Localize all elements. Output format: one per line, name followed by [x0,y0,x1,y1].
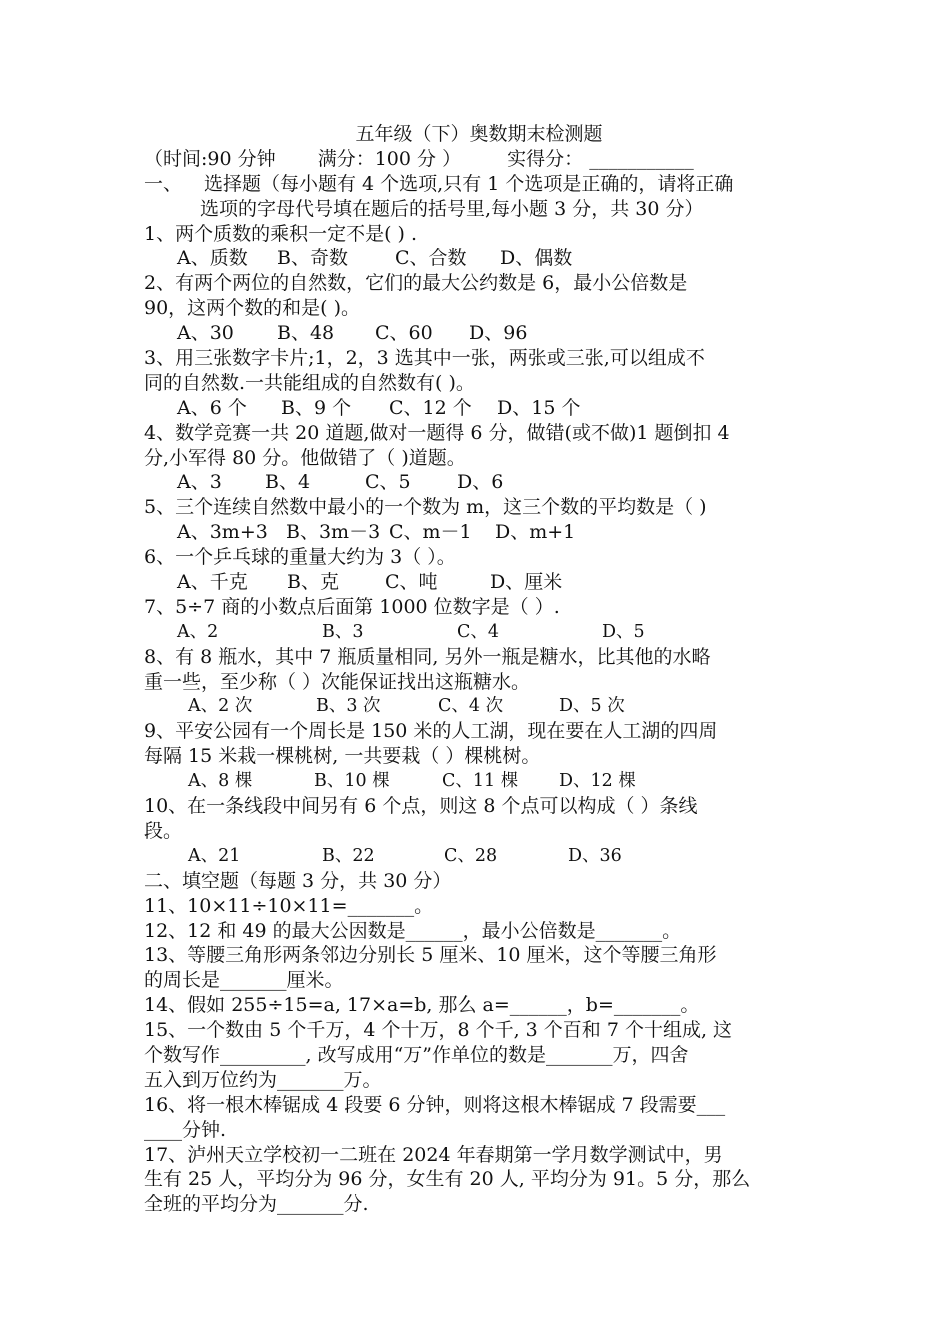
question-9-options [144,769,814,794]
exam-header [144,147,814,172]
option-b: B、克 [287,571,339,594]
question-8-options [144,694,814,719]
option-a: A、3 [177,471,222,494]
question-10-options [144,844,814,869]
question-4: 4、数学竞赛一共 20 道题,做对一题得 6 分，做错(或不做)1 题倒扣 4 [144,421,730,444]
option-a: A、6 个 [177,396,247,419]
option-a: A、质数 [177,247,248,270]
option-c: C、4 [457,621,500,642]
question-13: 13、等腰三角形两条邻边分别长 5 厘米、10 厘米，这个等腰三角形 [144,944,717,967]
question-1: 1、两个质数的乘积一定不是( ) . [144,222,418,245]
option-c: C、5 [365,471,411,494]
question-15: 15、一个数由 5 个千万，4 个十万，8 个千, 3 个百和 7 个十组成, 这 [144,1019,733,1042]
question-3-cont: 同的自然数.一共能组成的自然数有( )。 [144,371,475,394]
question-8-cont: 重一些，至少称（ ）次能保证找出这瓶糖水。 [144,670,531,693]
question-7-options [144,620,814,645]
option-d: D、m+1 [495,521,576,544]
option-b: B、奇数 [277,247,348,270]
question-13-cont: 的周长是_______厘米。 [144,969,344,992]
question-8: 8、有 8 瓶水，其中 7 瓶质量相同, 另外一瓶是糖水，比其他的水略 [144,645,711,668]
question-17-cont: 生有 25 人，平均分为 96 分，女生有 20 人, 平均分为 91。5 分，那么 [144,1168,751,1191]
question-10-cont: 段。 [144,819,183,842]
option-a: A、3m+3 [177,521,268,544]
option-b: B、3m－3 [286,521,381,544]
question-4-cont: 分,小军得 80 分。他做错了（ )道题。 [144,446,466,469]
option-a: A、30 [177,322,234,345]
question-2-options [144,321,814,346]
option-d: D、5 次 [559,696,625,717]
option-c: C、60 [375,322,433,345]
question-17-cont-2: 全班的平均分为_______分. [144,1193,369,1216]
question-6-options [144,570,814,595]
score-label: 实得分： [507,147,584,170]
question-15-cont-2: 五入到万位约为_______万。 [144,1068,382,1091]
section2-heading: 二、填空题（每题 3 分，共 30 分） [144,869,452,892]
option-c: C、吨 [385,571,438,594]
question-1-options [144,246,814,271]
question-14: 14、假如 255÷15=a, 17×a=b, 那么 a=______，b=_______。 [144,994,700,1017]
option-d: D、12 棵 [559,771,636,792]
question-5-options [144,520,814,545]
question-16: 16、将一根木棒锯成 4 段要 6 分钟，则将这根木棒锯成 7 段需要___ [144,1093,726,1116]
question-5: 5、三个连续自然数中最小的一个数为 m，这三个数的平均数是（ ) [144,496,707,519]
option-b: B、10 棵 [314,771,390,792]
option-d: D、96 [469,322,528,345]
option-b: B、22 [322,845,375,866]
question-3-options [144,396,814,421]
exam-page [144,122,814,1217]
option-c: C、合数 [395,247,467,270]
option-a: A、8 棵 [188,771,253,792]
question-2: 2、有两个两位的自然数，它们的最大公约数是 6，最小公倍数是 [144,272,688,295]
question-16-cont: ____分钟. [144,1118,227,1141]
option-b: B、48 [277,322,335,345]
section1-text-2: 选项的字母代号填在题后的括号里,每小题 3 分，共 30 分） [200,197,704,220]
option-a: A、2 [177,621,219,642]
score-blank: ___________ [589,147,694,170]
section1-number: 一、 [144,172,183,195]
question-10: 10、在一条线段中间另有 6 个点，则这 8 个点可以构成（ ）条线 [144,795,698,818]
section1-text-1: 选择题（每小题有 4 个选项,只有 1 个选项是正确的，请将正确 [204,172,734,195]
question-4-options [144,470,814,495]
full-score: 满分：100 分 ） [317,147,462,170]
question-7: 7、5÷7 商的小数点后面第 1000 位数字是（ ）. [144,595,560,618]
question-6: 6、一个乒乓球的重量大约为 3（ ）。 [144,546,456,569]
option-a: A、21 [188,845,241,866]
page-title: 五年级（下）奥数期末检测题 [355,123,603,145]
question-3: 3、用三张数字卡片;1，2，3 选其中一张，两张或三张,可以组成不 [144,347,705,370]
option-c: C、m－1 [389,521,472,544]
option-d: D、15 个 [497,396,581,419]
time-limit: （时间:90 分钟 [144,147,276,170]
option-c: C、4 次 [438,696,504,717]
option-b: B、4 [265,471,311,494]
option-b: B、9 个 [281,396,352,419]
option-d: D、厘米 [490,571,563,594]
option-b: B、3 次 [316,696,381,717]
question-9: 9、平安公园有一个周长是 150 米的人工湖，现在要在人工湖的四周 [144,720,718,743]
option-d: D、5 [602,621,645,642]
option-a: A、2 次 [188,696,253,717]
option-d: D、偶数 [500,247,573,270]
option-d: D、6 [457,471,504,494]
question-11: 11、10×11÷10×11=_______。 [144,894,434,917]
option-c: C、12 个 [389,396,472,419]
option-b: B、3 [322,621,364,642]
option-c: C、28 [444,845,498,866]
option-a: A、千克 [177,571,248,594]
section1-heading [144,172,814,197]
option-d: D、36 [568,845,622,866]
question-2-cont: 90，这两个数的和是( )。 [144,297,361,320]
question-9-cont: 每隔 15 米栽一棵桃树, 一共要栽（ ）棵桃树。 [144,745,541,768]
question-12: 12、12 和 49 的最大公因数是______，最小公倍数是_______。 [144,919,682,942]
option-c: C、11 棵 [442,771,519,792]
question-15-cont: 个数写作_________, 改写成用“万”作单位的数是_______万，四舍 [144,1043,689,1066]
question-17: 17、泸州天立学校初一二班在 2024 年春期第一学月数学测试中，男 [144,1143,723,1166]
